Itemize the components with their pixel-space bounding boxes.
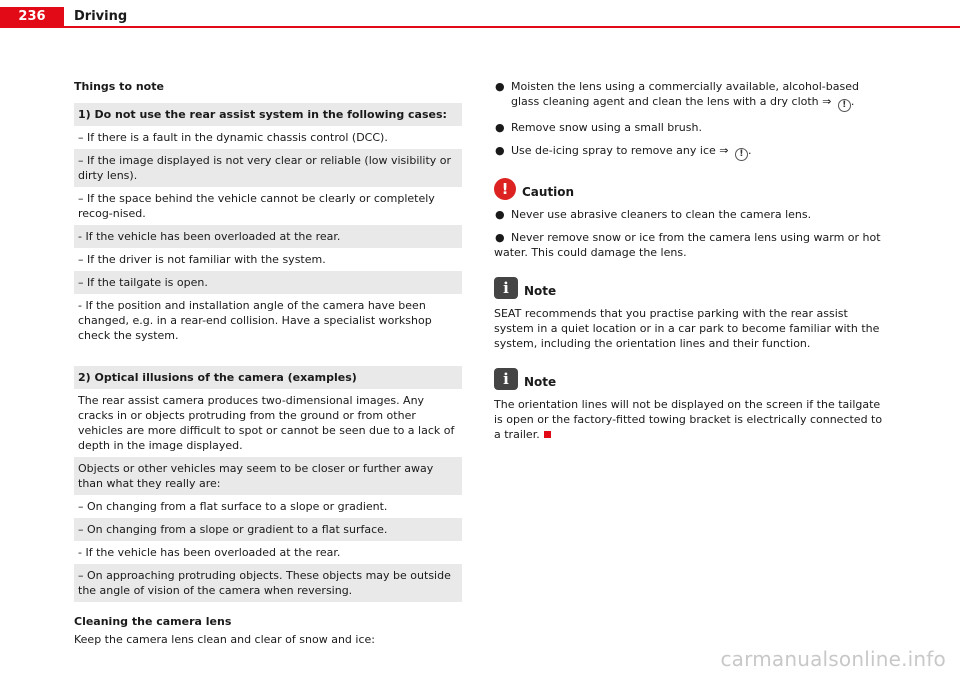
caution-ref-icon[interactable]: ! bbox=[735, 148, 748, 161]
table-row: – If the driver is not familiar with the system. bbox=[78, 253, 326, 266]
bullet-text: Use de-icing spray to remove any ice ⇒ bbox=[511, 144, 729, 157]
bullet-dot: ● bbox=[495, 144, 505, 157]
note1-title bbox=[494, 277, 888, 299]
table-row: - If the vehicle has been overloaded at the rear. bbox=[74, 225, 462, 248]
bullet-dot: ● bbox=[495, 80, 505, 93]
bullet-dot: ● bbox=[495, 208, 505, 221]
note2-paragraph bbox=[494, 397, 888, 442]
right-column bbox=[494, 79, 888, 442]
table-row: – On approaching protruding objects. These objects may be outside the angle of vision of the camera when reversing. bbox=[74, 564, 462, 602]
bullet-tail: . bbox=[850, 95, 855, 108]
table-row: – On changing from a flat surface to a slope or gradient. bbox=[78, 500, 388, 513]
cleaning-step-snow bbox=[494, 120, 888, 135]
bullet-text: Remove snow using a small brush. bbox=[511, 121, 702, 134]
bullet-dot: ● bbox=[495, 231, 505, 244]
caution-item bbox=[494, 207, 888, 222]
cleaning-text: Keep the camera lens clean and clear of snow and ice: bbox=[74, 633, 375, 646]
table-header: 2) Optical illusions of the camera (examples) bbox=[74, 366, 462, 389]
table-spacer bbox=[74, 347, 462, 366]
bullet-text: Never use abrasive cleaners to clean the camera lens. bbox=[511, 208, 812, 221]
page-header bbox=[0, 0, 960, 28]
note1-text: SEAT recommends that you practise parking with the rear assist system in a quiet location or in a car park to become familiar with the system, including the orientation lines and their function. bbox=[494, 307, 880, 350]
table-row: - If the position and installation angle of the camera have been changed, e.g. in a rear-end collision. Have a specialist workshop check the system. bbox=[78, 299, 432, 342]
caution-label: Caution bbox=[522, 185, 575, 199]
bullet-text: Moisten the lens using a commercially available, alcohol-based glass cleaning agent and clean the lens with a dry cloth ⇒ bbox=[511, 80, 859, 108]
note2-label: Note bbox=[524, 375, 557, 389]
bullet-text: Never remove snow or ice from the camera lens using warm or hot water. This could damage the lens. bbox=[494, 231, 881, 259]
table-row: – If the image displayed is not very clear or reliable (low visibility or dirty lens). bbox=[74, 149, 462, 187]
cleaning-step-deice bbox=[494, 143, 888, 161]
bullet-dot: ● bbox=[495, 121, 505, 134]
chapter-title: Driving bbox=[74, 9, 128, 24]
rear-assist-cases-table bbox=[74, 103, 462, 347]
cleaning-heading: Cleaning the camera lens bbox=[74, 615, 232, 628]
header-rule bbox=[0, 26, 960, 28]
page-number: 236 bbox=[0, 7, 64, 26]
caution-title bbox=[494, 178, 888, 200]
table-header: 1) Do not use the rear assist system in the following cases: bbox=[74, 103, 462, 126]
caution-icon bbox=[494, 178, 516, 200]
note1-label: Note bbox=[524, 284, 557, 298]
cleaning-step-moisten bbox=[494, 79, 888, 112]
table-row: – If there is a fault in the dynamic chassis control (DCC). bbox=[78, 131, 388, 144]
table-row: – On changing from a slope or gradient to a flat surface. bbox=[74, 518, 462, 541]
optical-illusions-table bbox=[74, 366, 462, 602]
section-end-mark bbox=[544, 431, 551, 438]
left-column bbox=[74, 79, 462, 647]
note2-title bbox=[494, 368, 888, 390]
table-row: – If the tailgate is open. bbox=[74, 271, 462, 294]
info-note-icon bbox=[494, 368, 518, 390]
table-row: - If the vehicle has been overloaded at the rear. bbox=[78, 546, 341, 559]
bullet-tail: . bbox=[747, 144, 752, 157]
info-note-icon bbox=[494, 277, 518, 299]
note2-text: The orientation lines will not be displayed on the screen if the tailgate is open or the factory-fitted towing bracket is electrically connected to a trailer. bbox=[494, 398, 883, 441]
caution-item bbox=[494, 230, 888, 260]
table-row: – If the space behind the vehicle cannot be clearly or completely recog-nised. bbox=[78, 192, 435, 220]
things-to-note-heading: Things to note bbox=[74, 80, 164, 93]
table-row: The rear assist camera produces two-dimensional images. Any cracks in or objects protruding from the ground or from other vehicles are more difficult to spot or cannot be seen due to a lack of depth in the image displayed. bbox=[78, 394, 455, 452]
table-row: Objects or other vehicles may seem to be closer or further away than what they really are: bbox=[74, 457, 462, 495]
watermark: carmanualsonline.info bbox=[720, 647, 946, 671]
caution-ref-icon[interactable]: ! bbox=[838, 99, 851, 112]
